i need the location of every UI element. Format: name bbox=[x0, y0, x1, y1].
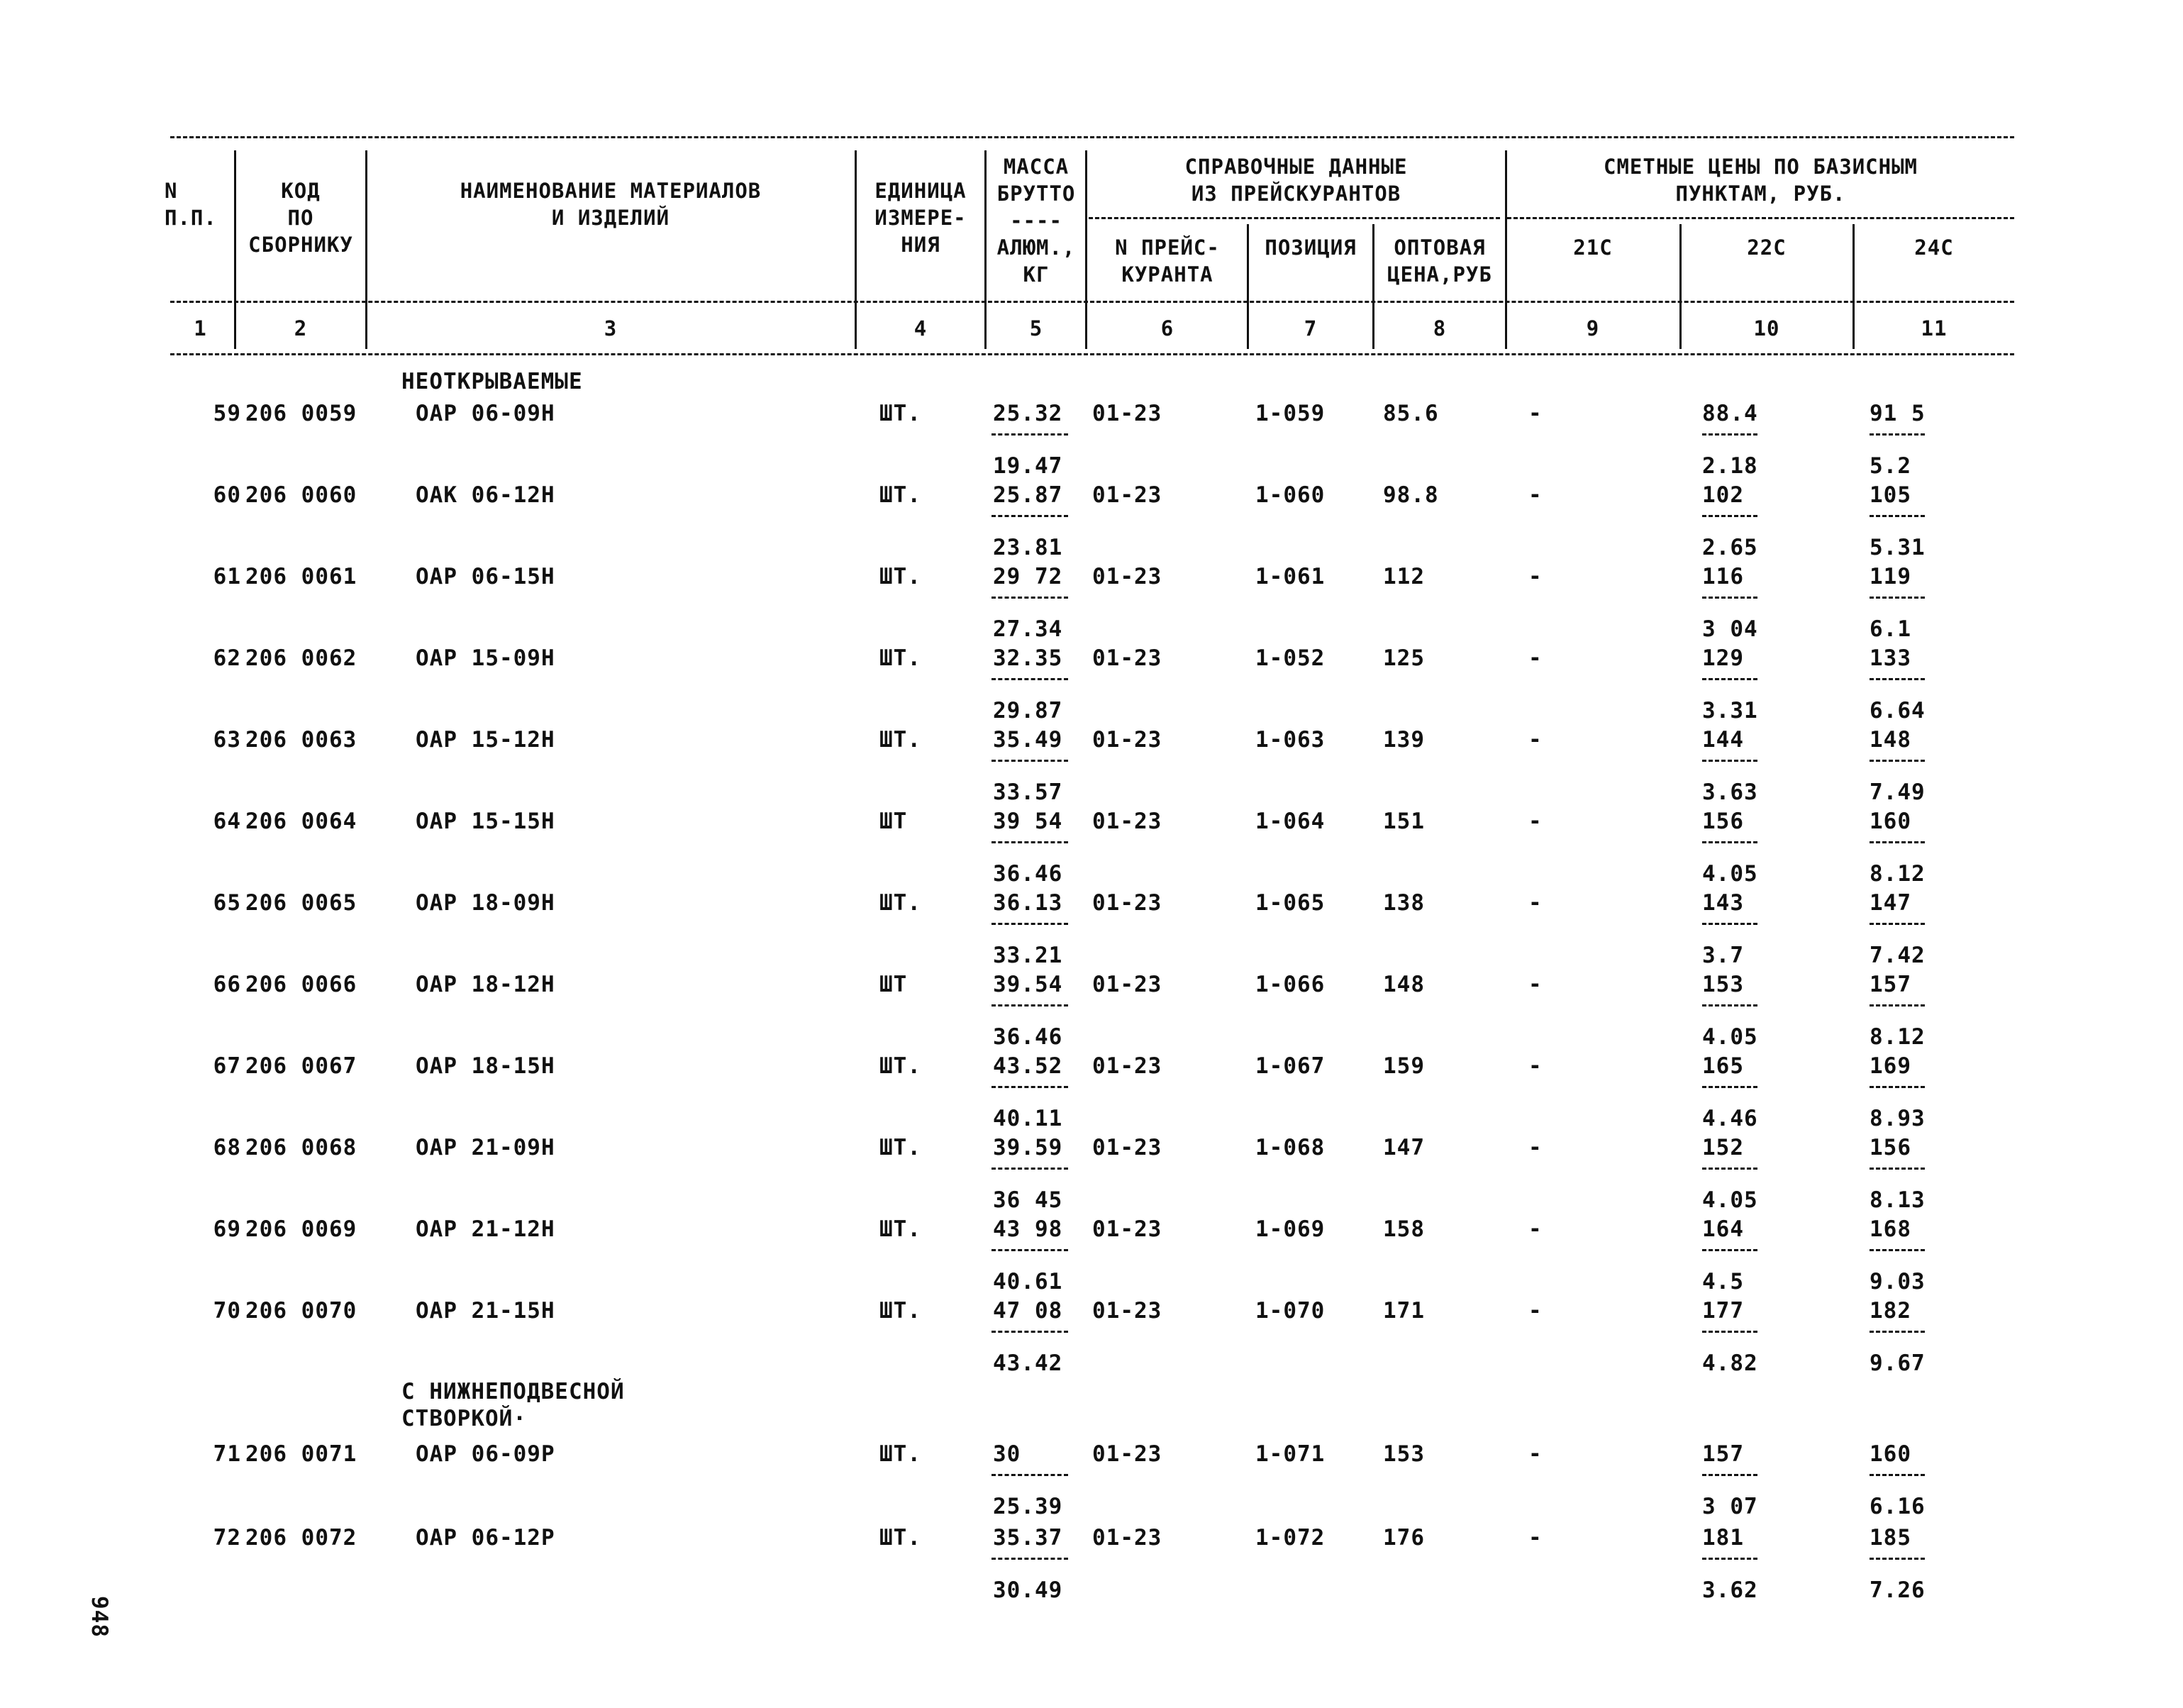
col-num-5: 5 bbox=[1029, 316, 1043, 340]
row-pricelist: 01-23 bbox=[1092, 1525, 1162, 1551]
row-code: 206 0071 bbox=[245, 1441, 357, 1467]
row-name: ОАР 18-09Н bbox=[416, 890, 555, 916]
header-col-5-bottom: АЛЮМ., КГ bbox=[996, 235, 1076, 287]
col-num-2: 2 bbox=[294, 316, 308, 340]
col-num-7: 7 bbox=[1304, 316, 1318, 340]
row-mass: 36.13 bbox=[993, 890, 1063, 916]
row-wholesale: 112 bbox=[1383, 564, 1425, 589]
col-num-10: 10 bbox=[1753, 316, 1780, 340]
row-position: 1-059 bbox=[1255, 401, 1326, 426]
header-bottom-rule bbox=[170, 353, 2014, 355]
header-sep bbox=[365, 150, 367, 349]
row-mass: 39.54 bbox=[993, 972, 1063, 997]
section-label: С НИЖНЕПОДВЕСНОЙ bbox=[401, 1379, 625, 1404]
header-sub-rule bbox=[170, 301, 2014, 303]
header-top-rule bbox=[170, 136, 2014, 138]
row-wholesale: 85.6 bbox=[1383, 401, 1439, 426]
row-alum-mass: 27.34 bbox=[993, 616, 1063, 642]
row-pricelist: 01-23 bbox=[1092, 809, 1162, 834]
row-price-24c: 160 bbox=[1870, 809, 1911, 834]
row-price-24c: 119 bbox=[1870, 564, 1911, 589]
row-price-24c-addon: 6.1 bbox=[1870, 616, 1911, 642]
row-wholesale: 148 bbox=[1383, 972, 1425, 997]
row-unit: ШТ. bbox=[879, 890, 921, 916]
header-col-5-top: МАССА БРУТТО bbox=[996, 155, 1076, 206]
row-alum-mass: 33.21 bbox=[993, 943, 1063, 968]
row-alum-mass: 33.57 bbox=[993, 780, 1063, 805]
row-name: ОАР 06-09Н bbox=[416, 401, 555, 426]
header-col-2: КОД ПО СБОРНИКУ bbox=[248, 179, 353, 257]
row-price-21c: - bbox=[1528, 1216, 1543, 1242]
row-price-24c: 148 bbox=[1870, 727, 1911, 753]
row-position: 1-063 bbox=[1255, 727, 1326, 753]
row-price-22c-addon: 3.63 bbox=[1702, 780, 1758, 805]
row-position: 1-052 bbox=[1255, 645, 1326, 671]
fraction-rule bbox=[991, 1558, 1068, 1560]
row-mass: 30 bbox=[993, 1441, 1021, 1467]
col-num-6: 6 bbox=[1160, 316, 1174, 340]
row-price-24c: 156 bbox=[1870, 1135, 1911, 1160]
row-name: ОАР 15-12Н bbox=[416, 727, 555, 753]
row-number: 60 bbox=[213, 482, 241, 508]
row-price-21c: - bbox=[1528, 1053, 1543, 1079]
row-price-22c: 153 bbox=[1702, 972, 1744, 997]
row-price-24c-addon: 8.12 bbox=[1870, 861, 1926, 887]
header-col-6: N ПРЕЙС- КУРАНТА bbox=[1115, 235, 1220, 287]
header-col-10: 22С bbox=[1747, 235, 1787, 260]
row-pricelist: 01-23 bbox=[1092, 645, 1162, 671]
row-position: 1-067 bbox=[1255, 1053, 1326, 1079]
row-wholesale: 176 bbox=[1383, 1525, 1425, 1551]
fraction-rule bbox=[991, 433, 1068, 436]
header-sep bbox=[1247, 224, 1249, 349]
row-wholesale: 147 bbox=[1383, 1135, 1425, 1160]
section-label: НЕОТКРЫВАЕМЫЕ bbox=[401, 369, 583, 394]
fraction-rule bbox=[991, 841, 1068, 843]
fraction-rule bbox=[991, 1004, 1068, 1006]
row-pricelist: 01-23 bbox=[1092, 1298, 1162, 1324]
row-price-24c: 157 bbox=[1870, 972, 1911, 997]
row-mass: 39 54 bbox=[993, 809, 1063, 834]
fraction-rule bbox=[991, 923, 1068, 925]
header-sep bbox=[1853, 224, 1855, 349]
row-price-21c: - bbox=[1528, 564, 1543, 589]
header-col-5-dash: ---- bbox=[1010, 209, 1062, 233]
row-unit: ШТ. bbox=[879, 401, 921, 426]
row-wholesale: 125 bbox=[1383, 645, 1425, 671]
row-price-22c: 102 bbox=[1702, 482, 1744, 508]
row-price-22c-addon: 3.62 bbox=[1702, 1577, 1758, 1603]
row-pricelist: 01-23 bbox=[1092, 1053, 1162, 1079]
row-position: 1-066 bbox=[1255, 972, 1326, 997]
row-code: 206 0065 bbox=[245, 890, 357, 916]
section-label: СТВОРКОЙ· bbox=[401, 1406, 527, 1431]
header-sep bbox=[855, 150, 857, 349]
row-mass: 43 98 bbox=[993, 1216, 1063, 1242]
row-price-24c: 133 bbox=[1870, 645, 1911, 671]
fraction-rule bbox=[991, 1474, 1068, 1476]
row-price-22c: 143 bbox=[1702, 890, 1744, 916]
row-wholesale: 159 bbox=[1383, 1053, 1425, 1079]
row-price-21c: - bbox=[1528, 401, 1543, 426]
row-number: 64 bbox=[213, 809, 241, 834]
header-sep bbox=[1679, 224, 1682, 349]
row-unit: ШТ bbox=[879, 972, 908, 997]
header-sep bbox=[984, 150, 987, 349]
fraction-rule bbox=[1870, 760, 1925, 762]
col-num-8: 8 bbox=[1433, 316, 1447, 340]
header-col-7: ПОЗИЦИЯ bbox=[1265, 235, 1357, 260]
row-price-22c-addon: 3 04 bbox=[1702, 616, 1758, 642]
row-pricelist: 01-23 bbox=[1092, 1441, 1162, 1467]
header-col-8: ОПТОВАЯ ЦЕНА,РУБ bbox=[1387, 235, 1492, 287]
header-sep bbox=[234, 150, 236, 349]
row-wholesale: 151 bbox=[1383, 809, 1425, 834]
row-code: 206 0062 bbox=[245, 645, 357, 671]
row-price-22c: 156 bbox=[1702, 809, 1744, 834]
row-alum-mass: 40.61 bbox=[993, 1269, 1063, 1294]
fraction-rule bbox=[1870, 923, 1925, 925]
row-alum-mass: 30.49 bbox=[993, 1577, 1063, 1603]
header-col-3: НАИМЕНОВАНИЕ МАТЕРИАЛОВ И ИЗДЕЛИЙ bbox=[460, 179, 762, 230]
fraction-rule bbox=[1702, 1004, 1757, 1006]
row-position: 1-070 bbox=[1255, 1298, 1326, 1324]
fraction-rule bbox=[1702, 515, 1757, 517]
row-alum-mass: 36.46 bbox=[993, 1024, 1063, 1050]
header-col-11: 24С bbox=[1914, 235, 1954, 260]
row-price-24c: 91 5 bbox=[1870, 401, 1926, 426]
row-price-24c: 182 bbox=[1870, 1298, 1911, 1324]
row-alum-mass: 36.46 bbox=[993, 861, 1063, 887]
header-col-9: 21С bbox=[1573, 235, 1613, 260]
row-price-24c-addon: 5.2 bbox=[1870, 453, 1911, 479]
row-price-21c: - bbox=[1528, 1298, 1543, 1324]
row-unit: ШТ. bbox=[879, 1216, 921, 1242]
row-wholesale: 139 bbox=[1383, 727, 1425, 753]
fraction-rule bbox=[1870, 841, 1925, 843]
row-position: 1-065 bbox=[1255, 890, 1326, 916]
row-price-22c-addon: 4.5 bbox=[1702, 1269, 1744, 1294]
row-price-24c: 168 bbox=[1870, 1216, 1911, 1242]
row-price-21c: - bbox=[1528, 809, 1543, 834]
header-col-1: N П.П. bbox=[165, 179, 217, 230]
row-unit: ШТ. bbox=[879, 1525, 921, 1551]
row-price-22c: 116 bbox=[1702, 564, 1744, 589]
row-unit: ШТ. bbox=[879, 645, 921, 671]
row-mass: 39.59 bbox=[993, 1135, 1063, 1160]
row-price-21c: - bbox=[1528, 972, 1543, 997]
col-num-9: 9 bbox=[1586, 316, 1600, 340]
fraction-rule bbox=[1870, 1249, 1925, 1251]
fraction-rule bbox=[991, 760, 1068, 762]
fraction-rule bbox=[991, 515, 1068, 517]
row-price-24c-addon: 6.16 bbox=[1870, 1494, 1926, 1519]
fraction-rule bbox=[1870, 1004, 1925, 1006]
row-mass: 47 08 bbox=[993, 1298, 1063, 1324]
row-position: 1-061 bbox=[1255, 564, 1326, 589]
fraction-rule bbox=[1870, 1086, 1925, 1088]
row-price-22c-addon: 4.05 bbox=[1702, 1024, 1758, 1050]
row-number: 62 bbox=[213, 645, 241, 671]
row-number: 67 bbox=[213, 1053, 241, 1079]
row-position: 1-064 bbox=[1255, 809, 1326, 834]
row-price-24c: 185 bbox=[1870, 1525, 1911, 1551]
row-price-24c-addon: 8.13 bbox=[1870, 1187, 1926, 1213]
row-wholesale: 158 bbox=[1383, 1216, 1425, 1242]
fraction-rule bbox=[1702, 1558, 1757, 1560]
row-alum-mass: 25.39 bbox=[993, 1494, 1063, 1519]
row-number: 68 bbox=[213, 1135, 241, 1160]
row-number: 70 bbox=[213, 1298, 241, 1324]
row-price-24c-addon: 9.67 bbox=[1870, 1351, 1926, 1376]
row-code: 206 0063 bbox=[245, 727, 357, 753]
row-code: 206 0060 bbox=[245, 482, 357, 508]
fraction-rule bbox=[991, 597, 1068, 599]
row-mass: 35.49 bbox=[993, 727, 1063, 753]
row-price-24c-addon: 6.64 bbox=[1870, 698, 1926, 723]
row-name: ОАР 06-12Р bbox=[416, 1525, 555, 1551]
row-alum-mass: 40.11 bbox=[993, 1106, 1063, 1131]
row-unit: ШТ. bbox=[879, 727, 921, 753]
row-price-24c-addon: 8.93 bbox=[1870, 1106, 1926, 1131]
fraction-rule bbox=[1702, 1331, 1757, 1333]
row-code: 206 0072 bbox=[245, 1525, 357, 1551]
row-pricelist: 01-23 bbox=[1092, 727, 1162, 753]
fraction-rule bbox=[1870, 1474, 1925, 1476]
row-price-22c: 152 bbox=[1702, 1135, 1744, 1160]
row-name: ОАР 06-09Р bbox=[416, 1441, 555, 1467]
row-number: 59 bbox=[213, 401, 241, 426]
row-price-22c-addon: 2.65 bbox=[1702, 535, 1758, 560]
col-num-1: 1 bbox=[194, 316, 207, 340]
row-price-22c: 144 bbox=[1702, 727, 1744, 753]
fraction-rule bbox=[1702, 597, 1757, 599]
row-code: 206 0070 bbox=[245, 1298, 357, 1324]
row-name: ОАР 15-09Н bbox=[416, 645, 555, 671]
row-number: 65 bbox=[213, 890, 241, 916]
col-num-11: 11 bbox=[1921, 316, 1948, 340]
fraction-rule bbox=[1702, 1086, 1757, 1088]
row-position: 1-072 bbox=[1255, 1525, 1326, 1551]
row-name: ОАР 18-15Н bbox=[416, 1053, 555, 1079]
row-name: ОАР 06-15Н bbox=[416, 564, 555, 589]
fraction-rule bbox=[1870, 1331, 1925, 1333]
page-number: 948 bbox=[87, 1596, 112, 1638]
row-mass: 29 72 bbox=[993, 564, 1063, 589]
row-price-24c-addon: 8.12 bbox=[1870, 1024, 1926, 1050]
row-wholesale: 171 bbox=[1383, 1298, 1425, 1324]
fraction-rule bbox=[991, 1331, 1068, 1333]
fraction-rule bbox=[1702, 678, 1757, 680]
row-pricelist: 01-23 bbox=[1092, 401, 1162, 426]
row-price-24c-addon: 7.42 bbox=[1870, 943, 1926, 968]
row-price-22c-addon: 4.05 bbox=[1702, 1187, 1758, 1213]
fraction-rule bbox=[991, 1168, 1068, 1170]
row-price-21c: - bbox=[1528, 1441, 1543, 1467]
row-pricelist: 01-23 bbox=[1092, 564, 1162, 589]
row-number: 71 bbox=[213, 1441, 241, 1467]
fraction-rule bbox=[1870, 1168, 1925, 1170]
row-price-24c-addon: 9.03 bbox=[1870, 1269, 1926, 1294]
row-name: ОАК 06-12Н bbox=[416, 482, 555, 508]
header-mid-rule-price bbox=[1507, 217, 2014, 219]
row-price-24c-addon: 7.26 bbox=[1870, 1577, 1926, 1603]
row-number: 63 bbox=[213, 727, 241, 753]
row-position: 1-068 bbox=[1255, 1135, 1326, 1160]
row-price-24c: 105 bbox=[1870, 482, 1911, 508]
fraction-rule bbox=[1870, 597, 1925, 599]
row-price-22c-addon: 2.18 bbox=[1702, 453, 1758, 479]
row-name: ОАР 18-12Н bbox=[416, 972, 555, 997]
row-unit: ШТ. bbox=[879, 482, 921, 508]
fraction-rule bbox=[1702, 433, 1757, 436]
row-price-24c: 147 bbox=[1870, 890, 1911, 916]
header-sep bbox=[1085, 150, 1087, 349]
row-pricelist: 01-23 bbox=[1092, 482, 1162, 508]
row-price-21c: - bbox=[1528, 1525, 1543, 1551]
row-price-22c-addon: 3.31 bbox=[1702, 698, 1758, 723]
fraction-rule bbox=[991, 1249, 1068, 1251]
fraction-rule bbox=[1870, 1558, 1925, 1560]
row-price-22c-addon: 3 07 bbox=[1702, 1494, 1758, 1519]
row-wholesale: 138 bbox=[1383, 890, 1425, 916]
fraction-rule bbox=[1870, 515, 1925, 517]
row-pricelist: 01-23 bbox=[1092, 1135, 1162, 1160]
row-mass: 32.35 bbox=[993, 645, 1063, 671]
row-price-22c: 88.4 bbox=[1702, 401, 1758, 426]
row-mass: 25.87 bbox=[993, 482, 1063, 508]
row-mass: 43.52 bbox=[993, 1053, 1063, 1079]
row-unit: ШТ. bbox=[879, 1441, 921, 1467]
row-price-22c-addon: 4.05 bbox=[1702, 861, 1758, 887]
row-price-24c: 169 bbox=[1870, 1053, 1911, 1079]
row-pricelist: 01-23 bbox=[1092, 1216, 1162, 1242]
row-pricelist: 01-23 bbox=[1092, 972, 1162, 997]
row-price-22c: 129 bbox=[1702, 645, 1744, 671]
row-price-22c: 177 bbox=[1702, 1298, 1744, 1324]
row-price-22c: 165 bbox=[1702, 1053, 1744, 1079]
row-number: 61 bbox=[213, 564, 241, 589]
fraction-rule bbox=[1870, 433, 1925, 436]
row-number: 69 bbox=[213, 1216, 241, 1242]
row-alum-mass: 29.87 bbox=[993, 698, 1063, 723]
row-code: 206 0069 bbox=[245, 1216, 357, 1242]
row-price-22c: 181 bbox=[1702, 1525, 1744, 1551]
row-position: 1-060 bbox=[1255, 482, 1326, 508]
fraction-rule bbox=[1702, 1249, 1757, 1251]
row-position: 1-069 bbox=[1255, 1216, 1326, 1242]
header-ref-group: СПРАВОЧНЫЕ ДАННЫЕ ИЗ ПРЕЙСКУРАНТОВ bbox=[1184, 155, 1408, 206]
row-name: ОАР 21-15Н bbox=[416, 1298, 555, 1324]
row-number: 66 bbox=[213, 972, 241, 997]
fraction-rule bbox=[1702, 1474, 1757, 1476]
row-mass: 25.32 bbox=[993, 401, 1063, 426]
fraction-rule bbox=[1702, 923, 1757, 925]
row-price-21c: - bbox=[1528, 482, 1543, 508]
row-price-22c-addon: 4.82 bbox=[1702, 1351, 1758, 1376]
row-code: 206 0066 bbox=[245, 972, 357, 997]
row-alum-mass: 36 45 bbox=[993, 1187, 1063, 1213]
fraction-rule bbox=[1702, 841, 1757, 843]
row-name: ОАР 21-09Н bbox=[416, 1135, 555, 1160]
row-price-22c-addon: 3.7 bbox=[1702, 943, 1744, 968]
col-num-4: 4 bbox=[913, 316, 928, 340]
fraction-rule bbox=[991, 1086, 1068, 1088]
col-num-3: 3 bbox=[604, 316, 618, 340]
row-price-21c: - bbox=[1528, 727, 1543, 753]
row-price-21c: - bbox=[1528, 645, 1543, 671]
row-price-21c: - bbox=[1528, 890, 1543, 916]
row-pricelist: 01-23 bbox=[1092, 890, 1162, 916]
row-price-24c: 160 bbox=[1870, 1441, 1911, 1467]
row-wholesale: 153 bbox=[1383, 1441, 1425, 1467]
row-mass: 35.37 bbox=[993, 1525, 1063, 1551]
row-position: 1-071 bbox=[1255, 1441, 1326, 1467]
fraction-rule bbox=[1702, 760, 1757, 762]
row-price-24c-addon: 5.31 bbox=[1870, 535, 1926, 560]
fraction-rule bbox=[991, 678, 1068, 680]
row-unit: ШТ bbox=[879, 809, 908, 834]
row-code: 206 0059 bbox=[245, 401, 357, 426]
row-unit: ШТ. bbox=[879, 564, 921, 589]
row-alum-mass: 23.81 bbox=[993, 535, 1063, 560]
row-code: 206 0064 bbox=[245, 809, 357, 834]
row-price-22c-addon: 4.46 bbox=[1702, 1106, 1758, 1131]
row-unit: ШТ. bbox=[879, 1135, 921, 1160]
row-price-22c: 157 bbox=[1702, 1441, 1744, 1467]
row-unit: ШТ. bbox=[879, 1298, 921, 1324]
row-code: 206 0067 bbox=[245, 1053, 357, 1079]
fraction-rule bbox=[1870, 678, 1925, 680]
row-price-22c: 164 bbox=[1702, 1216, 1744, 1242]
row-alum-mass: 19.47 bbox=[993, 453, 1063, 479]
row-code: 206 0068 bbox=[245, 1135, 357, 1160]
row-name: ОАР 21-12Н bbox=[416, 1216, 555, 1242]
header-col-4: ЕДИНИЦА ИЗМЕРЕ- НИЯ bbox=[874, 179, 967, 257]
header-sep bbox=[1372, 224, 1374, 349]
row-code: 206 0061 bbox=[245, 564, 357, 589]
row-price-24c-addon: 7.49 bbox=[1870, 780, 1926, 805]
header-mid-rule-ref bbox=[1089, 217, 1500, 219]
row-wholesale: 98.8 bbox=[1383, 482, 1439, 508]
row-name: ОАР 15-15Н bbox=[416, 809, 555, 834]
row-alum-mass: 43.42 bbox=[993, 1351, 1063, 1376]
header-price-group: СМЕТНЫЕ ЦЕНЫ ПО БАЗИСНЫМ ПУНКТАМ, РУБ. bbox=[1603, 155, 1918, 206]
row-unit: ШТ. bbox=[879, 1053, 921, 1079]
row-number: 72 bbox=[213, 1525, 241, 1551]
row-price-21c: - bbox=[1528, 1135, 1543, 1160]
fraction-rule bbox=[1702, 1168, 1757, 1170]
